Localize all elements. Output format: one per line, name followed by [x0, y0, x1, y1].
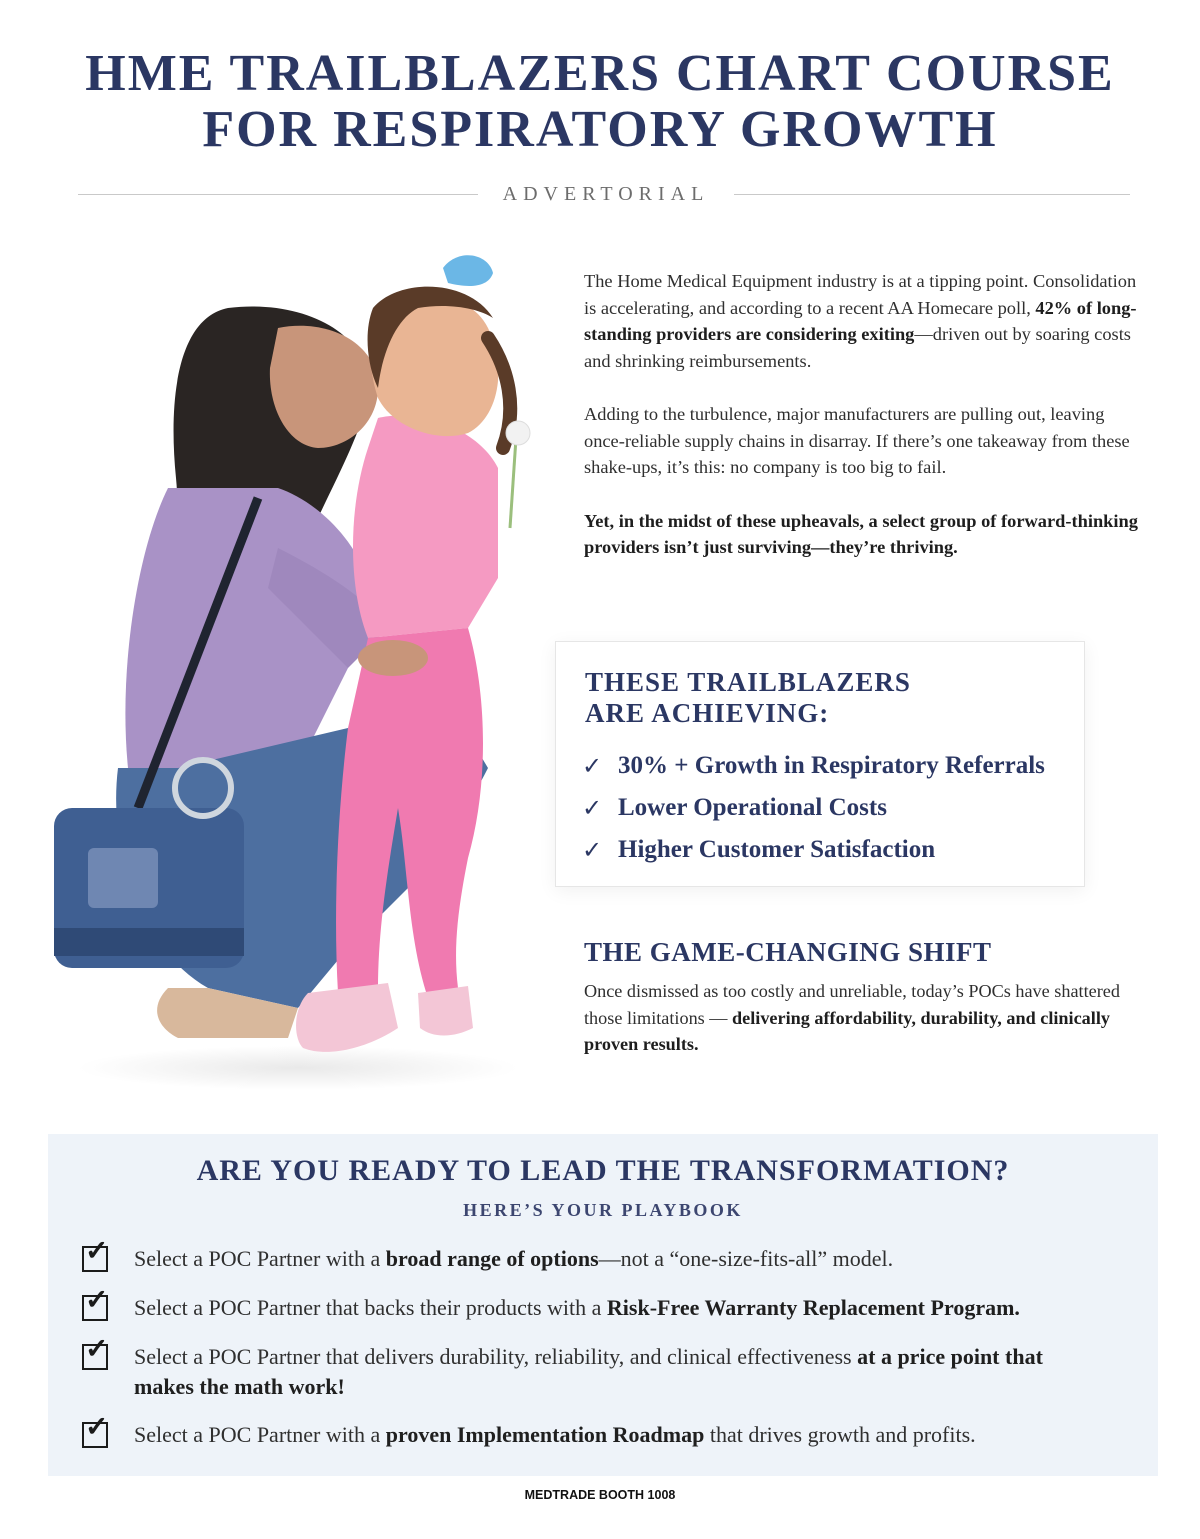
checkbox-icon: ✓	[82, 1422, 108, 1448]
game-changing-shift	[584, 937, 1144, 1058]
checkbox-icon: ✓	[82, 1295, 108, 1321]
intro-paragraph-1: The Home Medical Equipment industry is at a tipping point. Consolidation is accelerating, and according to a recent AA Homecare poll, 42% of long-standing providers are considering exiting—driven out by soaring costs and shrinking reimbursements.	[584, 271, 1137, 371]
divider-line-right	[734, 194, 1130, 195]
achievement-item: ✓ Higher Customer Satisfaction	[582, 836, 936, 864]
intro-paragraph-2: Adding to the turbulence, major manufacturers are pulling out, leaving once-reliable supply chains in disarray. If there’s one takeaway from these shake-ups, it’s this: no company is too big to fail.	[584, 404, 1130, 477]
headline	[0, 46, 1200, 158]
playbook-subtitle: HERE’S YOUR PLAYBOOK	[463, 1200, 743, 1220]
checkmark-icon: ✓	[582, 753, 603, 780]
playbook-item: ✓ Select a POC Partner with a proven Implementation Roadmap that drives growth and profits.	[82, 1420, 1094, 1450]
intro-highlight: 42% of long-standing providers are considering exiting	[584, 297, 1137, 344]
playbook-item: ✓ Select a POC Partner with a broad range of options—not a “one-size-fits-all” model.	[82, 1244, 1094, 1274]
checkmark-icon: ✓	[582, 837, 603, 864]
achievement-item: ✓ 30% + Growth in Respiratory Referrals	[582, 752, 1045, 780]
achievements-title: THESE TRAILBLAZERS ARE ACHIEVING:	[585, 667, 911, 728]
achievement-item: ✓ Lower Operational Costs	[582, 794, 887, 822]
mother-daughter-photo	[48, 248, 558, 1100]
shift-title: THE GAME-CHANGING SHIFT	[584, 937, 992, 967]
booth-footer: MEDTRADE BOOTH 1008	[524, 1488, 676, 1502]
playbook-item: ✓ Select a POC Partner that backs their products with a Risk-Free Warranty Replacement Program.	[82, 1293, 1094, 1323]
achievements-list	[582, 745, 1045, 871]
intro-paragraph-3: Yet, in the midst of these upheavals, a select group of forward-thinking providers isn’t just surviving—they’re thriving.	[584, 510, 1138, 557]
shift-body: Once dismissed as too costly and unreliable, today’s POCs have shattered those limitations — delivering affordability, durability, and clinically proven results.	[584, 981, 1120, 1054]
headline-line-1: HME TRAILBLAZERS CHART COURSE	[85, 45, 1115, 102]
divider-line-left	[78, 194, 478, 195]
checkbox-icon: ✓	[82, 1344, 108, 1370]
intro-text	[584, 268, 1144, 588]
playbook-panel	[48, 1134, 1158, 1476]
playbook-title: ARE YOU READY TO LEAD THE TRANSFORMATION?	[196, 1154, 1010, 1187]
playbook-item: ✓ Select a POC Partner that delivers durability, reliability, and clinical effectiveness at a price point that makes the math work!	[82, 1342, 1094, 1402]
achievements-box	[555, 641, 1085, 887]
advertorial-divider	[78, 183, 1130, 207]
checkmark-icon: ✓	[582, 795, 603, 822]
checkbox-icon: ✓	[82, 1246, 108, 1272]
advertorial-label: ADVERTORIAL	[502, 183, 710, 205]
headline-line-2: FOR RESPIRATORY GROWTH	[202, 101, 998, 158]
